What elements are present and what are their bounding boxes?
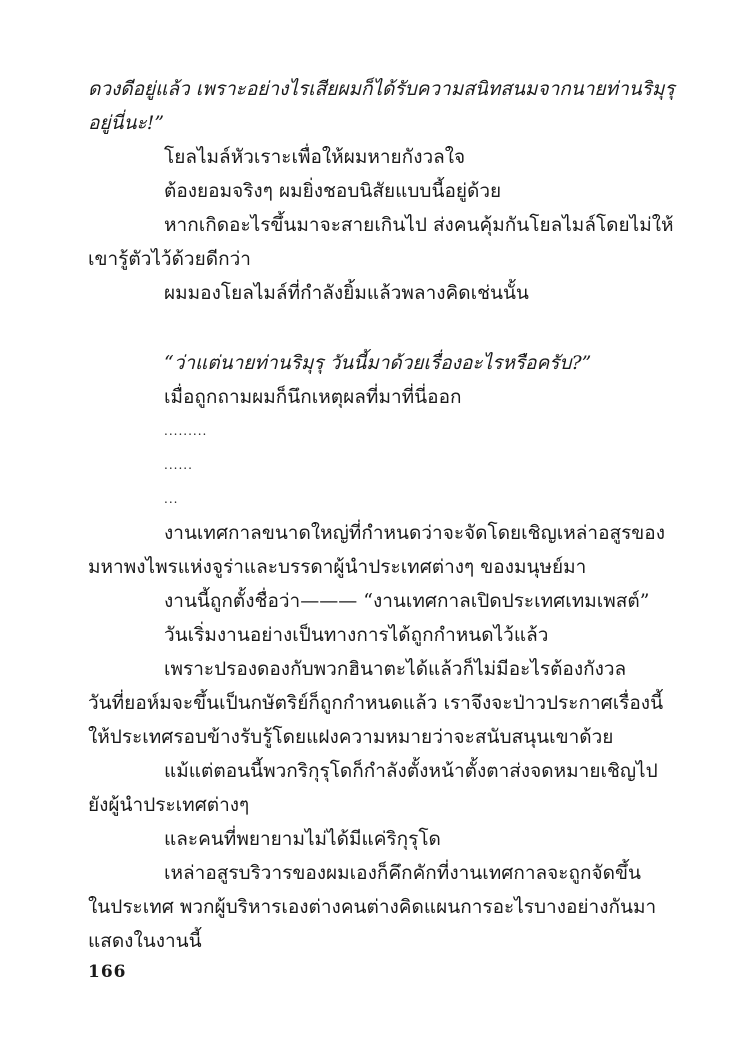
ellipsis-line: ......... <box>164 424 208 438</box>
text-line: มหาพงไพรแห่งจูร่าและบรรดาผู้นำประเทศต่างๆ ของมนุษย์มา <box>88 556 587 578</box>
text-line: ในประเทศ พวกผู้บริหารเองต่างคนต่างคิดแผนการอะไรบางอย่างกันมา <box>88 896 657 918</box>
text-line: ต้องยอมจริงๆ ผมยิ่งชอบนิสัยแบบนี้อยู่ด้วย <box>164 180 502 202</box>
text-line: หากเกิดอะไรขึ้นมาจะสายเกินไป ส่งคนคุ้มกันโยลไมล์โดยไม่ให้ <box>164 214 674 236</box>
text-line: เมื่อถูกถามผมก็นึกเหตุผลที่มาที่นี่ออก <box>164 386 462 408</box>
paragraph-gap <box>88 310 658 346</box>
ellipsis-line: ... <box>164 492 179 506</box>
text-line: ผมมองโยลไมล์ที่กำลังยิ้มแล้วพลางคิดเช่นนั้น <box>164 282 529 304</box>
text-line: ยังผู้นำประเทศต่างๆ <box>88 794 250 816</box>
text-line: และคนที่พยายามไม่ได้มีแค่ริกุรุโด <box>164 828 441 850</box>
text-line: อยู่นี่นะ!” <box>88 112 165 134</box>
text-line: แม้แต่ตอนนี้พวกริกุรุโดก็กำลังตั้งหน้าตั้งตาส่งจดหมายเชิญไป <box>164 760 658 782</box>
ellipsis-line: ...... <box>164 458 193 472</box>
text-line: แสดงในงานนี้ <box>88 930 202 952</box>
text-line: วันเริ่มงานอย่างเป็นทางการได้ถูกกำหนดไว้แล้ว <box>164 624 549 646</box>
text-line: ดวงดีอยู่แล้ว เพราะอย่างไรเสียผมก็ได้รับความสนิทสนมจากนายท่านริมุรุ <box>88 78 675 100</box>
page-number: 166 <box>88 962 127 982</box>
text-line: “ว่าแต่นายท่านริมุรุ วันนี้มาด้วยเรื่องอะไรหรือครับ?” <box>164 352 592 374</box>
text-line: เหล่าอสูรบริวารของผมเองก็คึกคักที่งานเทศกาลจะถูกจัดขึ้น <box>164 862 641 884</box>
text-line: เพราะปรองดองกับพวกฮินาตะได้แล้วก็ไม่มีอะไรต้องกังวล <box>164 658 627 680</box>
text-line: ให้ประเทศรอบข้างรับรู้โดยแฝงความหมายว่าจะสนับสนุนเขาด้วย <box>88 726 614 748</box>
text-line: วันที่ยอห์มจะขึ้นเป็นกษัตริย์ก็ถูกกำหนดแล้ว เราจึงจะป่าวประกาศเรื่องนี้ <box>88 692 664 714</box>
page-body <box>88 72 675 958</box>
text-line: โยลไมล์หัวเราะเพื่อให้ผมหายกังวลใจ <box>164 146 466 168</box>
text-line: งานนี้ถูกตั้งชื่อว่า——— “งานเทศกาลเปิดประเทศเทมเพสต์” <box>164 590 650 612</box>
text-line: งานเทศกาลขนาดใหญ่ที่กำหนดว่าจะจัดโดยเชิญเหล่าอสูรของ <box>164 522 665 544</box>
text-line: เขารู้ตัวไว้ด้วยดีกว่า <box>88 248 251 270</box>
